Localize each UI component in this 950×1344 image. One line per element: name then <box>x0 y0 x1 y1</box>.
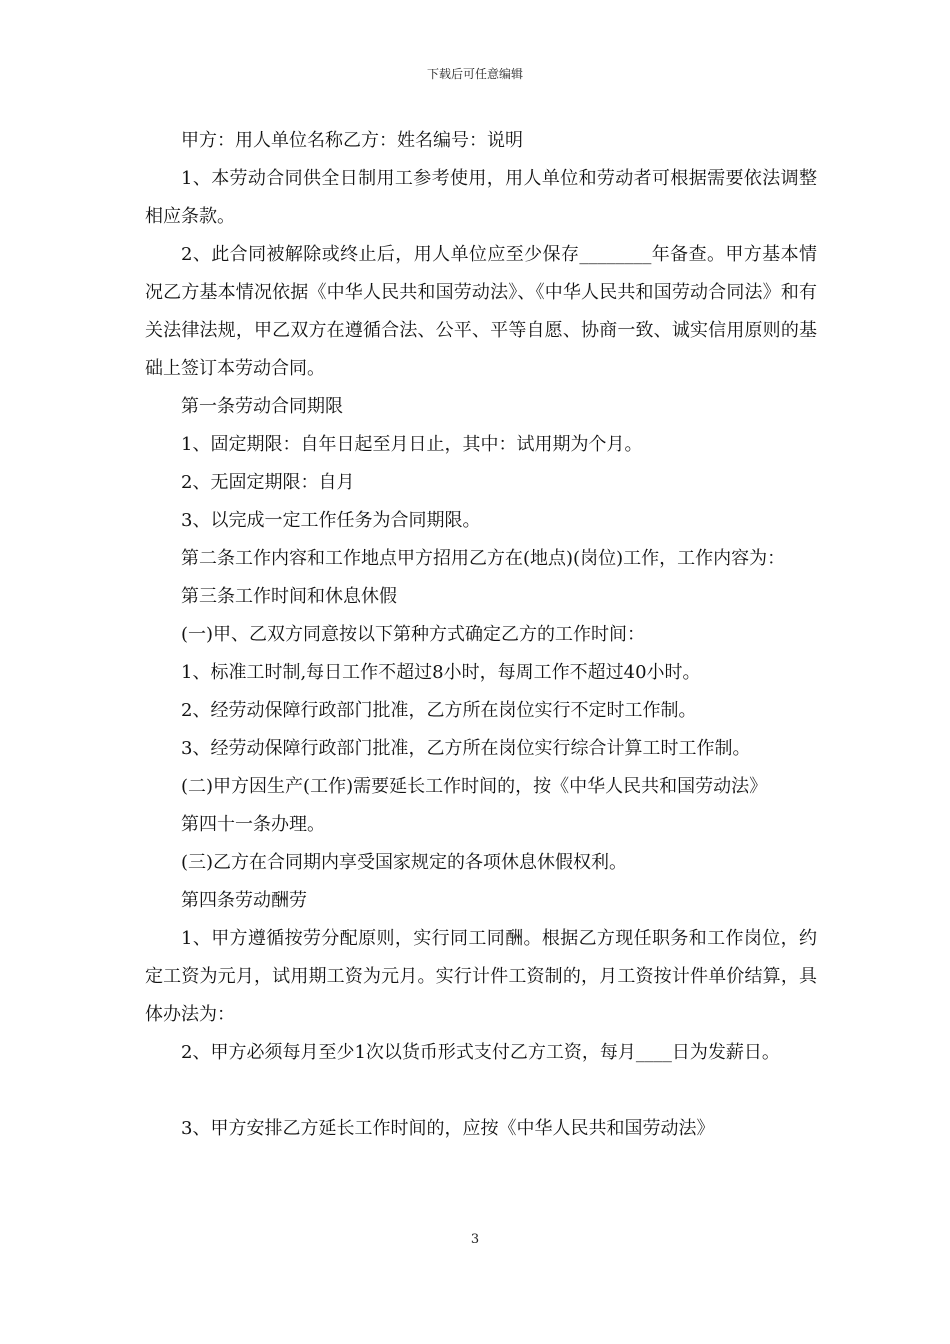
document-body <box>145 122 817 1148</box>
paragraph: 第四十一条办理。 <box>181 814 325 835</box>
section-heading: 第二条工作内容和工作地点甲方招用乙方在(地点)(岗位)工作，工作内容为： <box>181 548 786 569</box>
paragraph: 3、以完成一定工作任务为合同期限。 <box>181 510 481 531</box>
paragraph: 3、经劳动保障行政部门批准，乙方所在岗位实行综合计算工时工作制。 <box>181 738 751 759</box>
page-header: 下载后可任意编辑 <box>426 67 523 81</box>
paragraph: 1、本劳动合同供全日制用工参考使用，用人单位和劳动者可根据需要依法调整相应条款。 <box>145 168 817 227</box>
paragraph: 1、固定期限：自年日起至月日止，其中：试用期为个月。 <box>181 434 643 455</box>
section-heading: 第四条劳动酬劳 <box>181 890 307 911</box>
paragraph: 甲方：用人单位名称乙方：姓名编号：说明 <box>181 130 523 151</box>
paragraph: 1、甲方遵循按劳分配原则，实行同工同酬。根据乙方现任职务和工作岗位，约定工资为元月，试用期工资为元月。实行计件工资制的，月工资按计件单价结算，具体办法为： <box>145 928 817 1025</box>
paragraph: 2、经劳动保障行政部门批准，乙方所在岗位实行不定时工作制。 <box>181 700 697 721</box>
paragraph: (二)甲方因生产(工作)需要延长工作时间的，按《中华人民共和国劳动法》 <box>181 776 768 797</box>
paragraph: (三)乙方在合同期内享受国家规定的各项休息休假权利。 <box>181 852 628 873</box>
paragraph: 2、无固定期限：自月 <box>181 472 355 493</box>
paragraph: 3、甲方安排乙方延长工作时间的，应按《中华人民共和国劳动法》 <box>181 1118 715 1139</box>
section-heading: 第三条工作时间和休息休假 <box>181 586 397 607</box>
paragraph: (一)甲、乙双方同意按以下第种方式确定乙方的工作时间： <box>181 624 646 645</box>
paragraph: 2、此合同被解除或终止后，用人单位应至少保存________年备查。甲方基本情况乙方基本情况依据《中华人民共和国劳动法》、《中华人民共和国劳动合同法》和有关法律法规，甲乙双方在遵循合法、公平、平等自愿、协商一致、诚实信用原则的基础上签订本劳动合同。 <box>145 244 817 379</box>
paragraph: 1、标准工时制,每日工作不超过8小时，每周工作不超过40小时。 <box>181 662 701 683</box>
section-heading: 第一条劳动合同期限 <box>181 396 343 417</box>
paragraph: 2、甲方必须每月至少1次以货币形式支付乙方工资，每月____日为发薪日。 <box>181 1042 780 1063</box>
page-number: 3 <box>470 1232 480 1247</box>
